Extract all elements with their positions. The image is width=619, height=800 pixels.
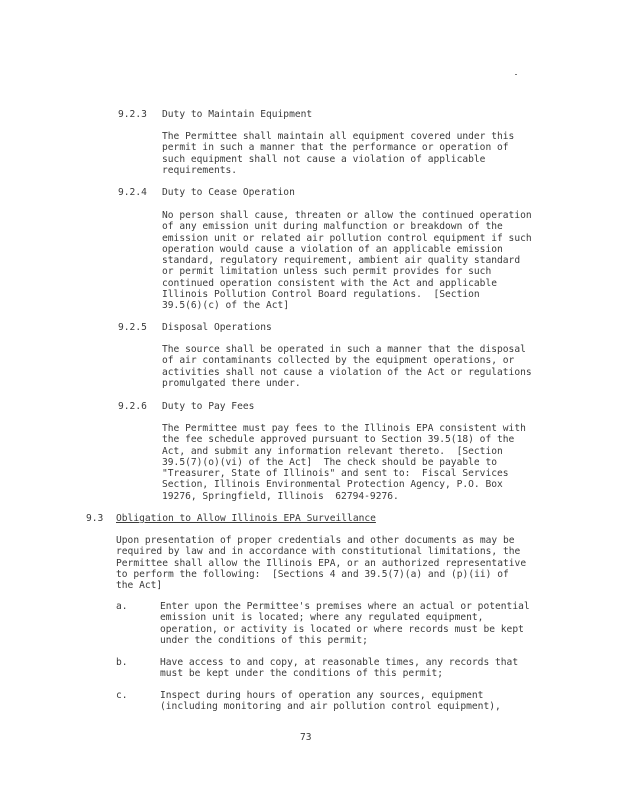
section-heading: Disposal Operations [162, 322, 272, 333]
section-heading: Duty to Cease Operation [162, 187, 295, 198]
list-item-label: b. [116, 657, 128, 668]
list-item-text: Inspect during hours of operation any sources, equipment (including monitoring and air pollution control equipment), [160, 690, 501, 713]
section-heading: Duty to Pay Fees [162, 401, 255, 412]
section-number: 9.2.4 [118, 187, 147, 198]
list-item-text: Have access to and copy, at reasonable times, any records that must be kept under the conditions of this permit; [160, 657, 519, 680]
section-intro: Upon presentation of proper credentials and other documents as may be required by law and in accordance with constitutional limitations, the Permittee shall allow the Illinois EPA, or an authorized representative to perform the following: [Sections 4 and 39.5(7)(a) and (p)(ii) of the Act] [116, 535, 527, 592]
section-paragraph: The source shall be operated in such a manner that the disposal of air contaminants collected by the equipment operations, or activities shall not cause a violation of the Act or regulations promulgated there under. [162, 344, 532, 389]
section-heading: Duty to Maintain Equipment [162, 109, 313, 120]
section-paragraph: No person shall cause, threaten or allow the continued operation of any emission unit during malfunction or breakdown of the emission unit or related air pollution control equipment if such operation would cause a violation of an applicable emission standard, regulatory requirement, ambient air quality standard or permit limitation unless such permit provides for such continued operation consistent with the Act and applicable Illinois Pollution Control Board regulations. [Section 39.5(6)(c) of the Act] [162, 210, 532, 312]
section-number: 9.2.5 [118, 322, 147, 333]
section-paragraph: The Permittee shall maintain all equipment covered under this permit in such a manner that the performance or operation of such equipment shall not cause a violation of applicable requirements. [162, 131, 515, 176]
corner-mark [515, 74, 517, 75]
list-item-label: a. [116, 601, 128, 612]
section-number: 9.3 [86, 513, 104, 524]
list-item-label: c. [116, 690, 128, 701]
list-item-text: Enter upon the Permittee's premises where an actual or potential emission unit is located; where any regulated equipment, operation, or activity is located or where records must be kept under the conditions of this permit; [160, 601, 530, 646]
section-paragraph: The Permittee must pay fees to the Illinois EPA consistent with the fee schedule approved pursuant to Section 39.5(18) of the Act, and submit any information relevant thereto. [Section 39.5(7)(o)(vi) of the Act] The check should be payable to "Treasurer, State of Illinois" and sent to: Fiscal Services Section, Illinois Environmental Protection Agency, P.O. Box 19276, Springfield, Illinois 62794-9276. [162, 423, 526, 502]
section-number: 9.2.3 [118, 109, 147, 120]
page-number: 73 [300, 732, 312, 743]
section-number: 9.2.6 [118, 401, 147, 412]
section-heading: Obligation to Allow Illinois EPA Surveillance [116, 513, 376, 524]
